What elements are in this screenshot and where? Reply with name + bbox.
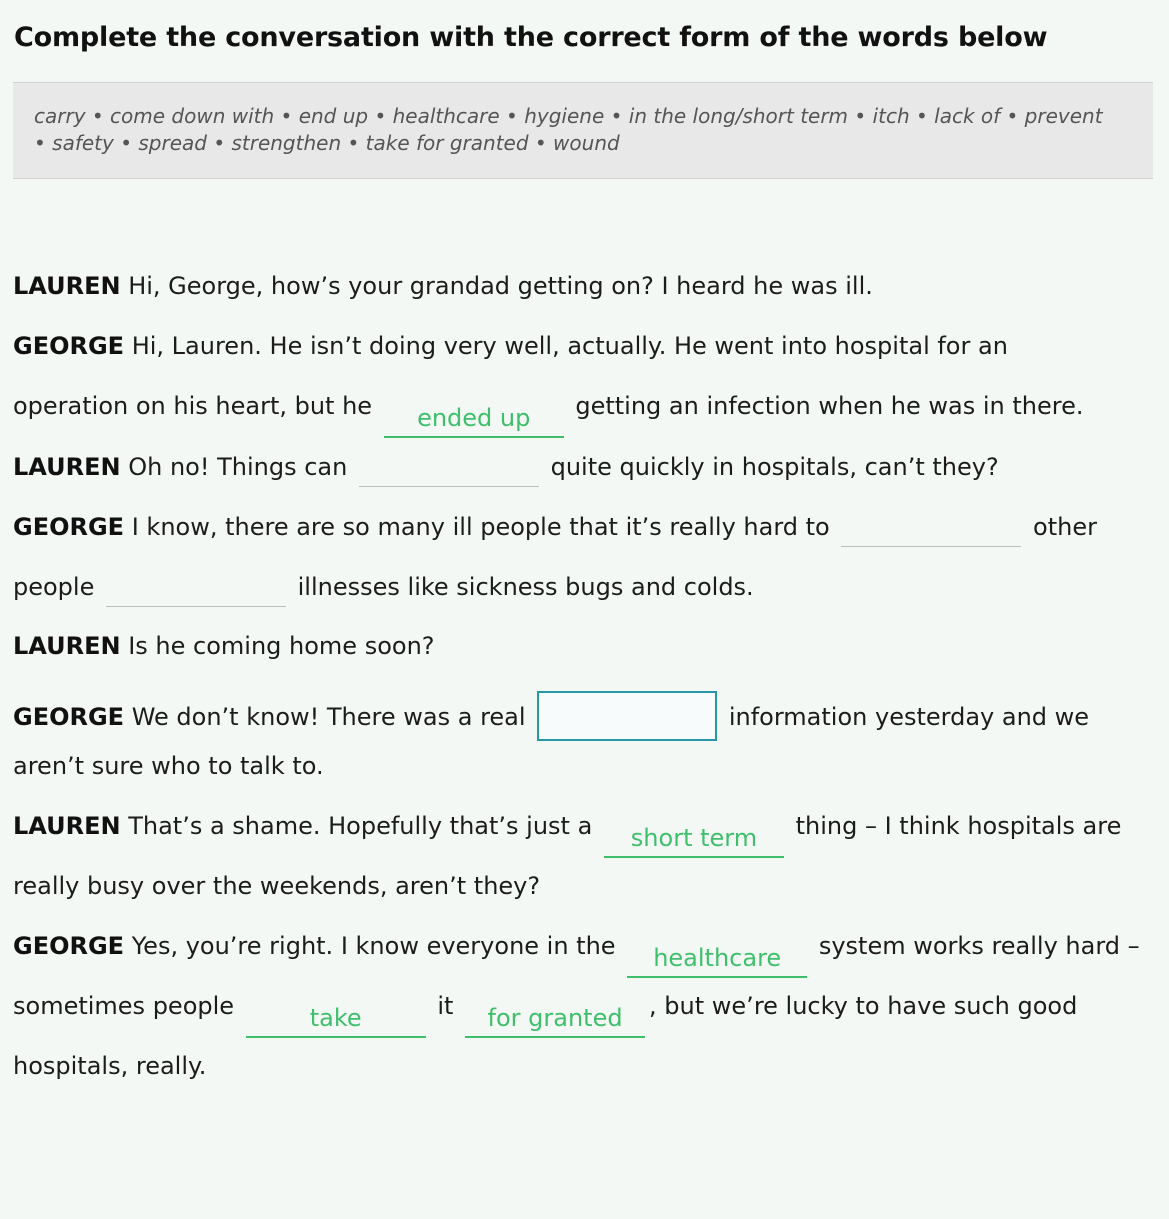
speaker-name: GEORGE <box>13 932 125 960</box>
dialog-line <box>13 1051 206 1081</box>
speaker-name: LAUREN <box>13 453 121 481</box>
dialog-text: thing – I think hospitals are <box>795 812 1122 840</box>
dialog-line <box>13 571 754 601</box>
dialog-text: That’s a shame. Hopefully that’s just a <box>120 812 593 840</box>
dialog-text: hospitals, really. <box>13 1052 207 1080</box>
dialog-text: , but we’re lucky to have such good <box>649 992 1078 1020</box>
dialog-text: system works really hard – <box>818 932 1140 960</box>
dialog-line <box>13 871 540 901</box>
dialog-text: operation on his heart, but he <box>13 392 373 420</box>
word-bank-line-1: carry • come down with • end up • healthcare • hygiene • in the long/short term • itch • lack of • prevent <box>34 104 1103 128</box>
answer-gap-7[interactable]: healthcare <box>627 942 807 978</box>
speaker-name: GEORGE <box>13 513 125 541</box>
dialog-text: really busy over the weekends, aren’t they? <box>13 872 541 900</box>
dialog-line <box>13 811 1122 852</box>
dialog-text: sometimes people <box>13 992 235 1020</box>
exercise-title: Complete the conversation with the correct form of the words below <box>14 22 1048 53</box>
dialog-line <box>13 391 1084 432</box>
dialog-line <box>13 751 324 781</box>
speaker-name: GEORGE <box>13 332 125 360</box>
speaker-name: LAUREN <box>13 632 121 660</box>
dialog-text: Yes, you’re right. I know everyone in the <box>124 932 616 960</box>
dialog-line <box>13 511 1097 541</box>
dialog-text: getting an infection when he was in there. <box>575 392 1084 420</box>
answer-gap-6[interactable]: short term <box>604 822 784 858</box>
answer-gap-4[interactable] <box>106 571 286 607</box>
answer-gap-8[interactable]: take <box>246 1002 426 1038</box>
dialog-text: I know, there are so many ill people that it’s really hard to <box>124 513 830 541</box>
dialog-text: We don’t know! There was a real <box>124 703 526 731</box>
dialog-line <box>13 691 1090 731</box>
answer-gap-5[interactable] <box>537 691 717 741</box>
dialog-text: Is he coming home soon? <box>120 632 435 660</box>
dialog-text: Hi, George, how’s your grandad getting on? I heard he was ill. <box>120 272 873 300</box>
dialog-text: it <box>437 992 454 1020</box>
dialog-text: Oh no! Things can <box>120 453 348 481</box>
dialog-line <box>13 931 1140 972</box>
dialog-text: Hi, Lauren. He isn’t doing very well, actually. He went into hospital for an <box>124 332 1008 360</box>
dialog-text: people <box>13 573 95 601</box>
dialog-line <box>13 631 435 661</box>
dialog-text: other <box>1033 513 1097 541</box>
dialog-text: aren’t sure who to talk to. <box>13 752 324 780</box>
dialog-text: quite quickly in hospitals, can’t they? <box>550 453 999 481</box>
speaker-name: LAUREN <box>13 812 121 840</box>
dialog-line <box>13 271 873 301</box>
speaker-name: GEORGE <box>13 703 125 731</box>
answer-gap-9[interactable]: for granted <box>465 1002 645 1038</box>
word-bank-line-2: • safety • spread • strengthen • take for granted • wound <box>34 131 620 155</box>
dialog-line <box>13 991 1078 1032</box>
answer-gap-1[interactable]: ended up <box>384 402 564 438</box>
dialog-text: information yesterday and we <box>728 703 1090 731</box>
dialog-line <box>13 451 999 481</box>
dialog-line <box>13 331 1008 361</box>
answer-gap-2[interactable] <box>359 451 539 487</box>
word-bank <box>13 82 1153 179</box>
dialog-text: illnesses like sickness bugs and colds. <box>297 573 754 601</box>
answer-gap-3[interactable] <box>841 511 1021 547</box>
speaker-name: LAUREN <box>13 272 121 300</box>
